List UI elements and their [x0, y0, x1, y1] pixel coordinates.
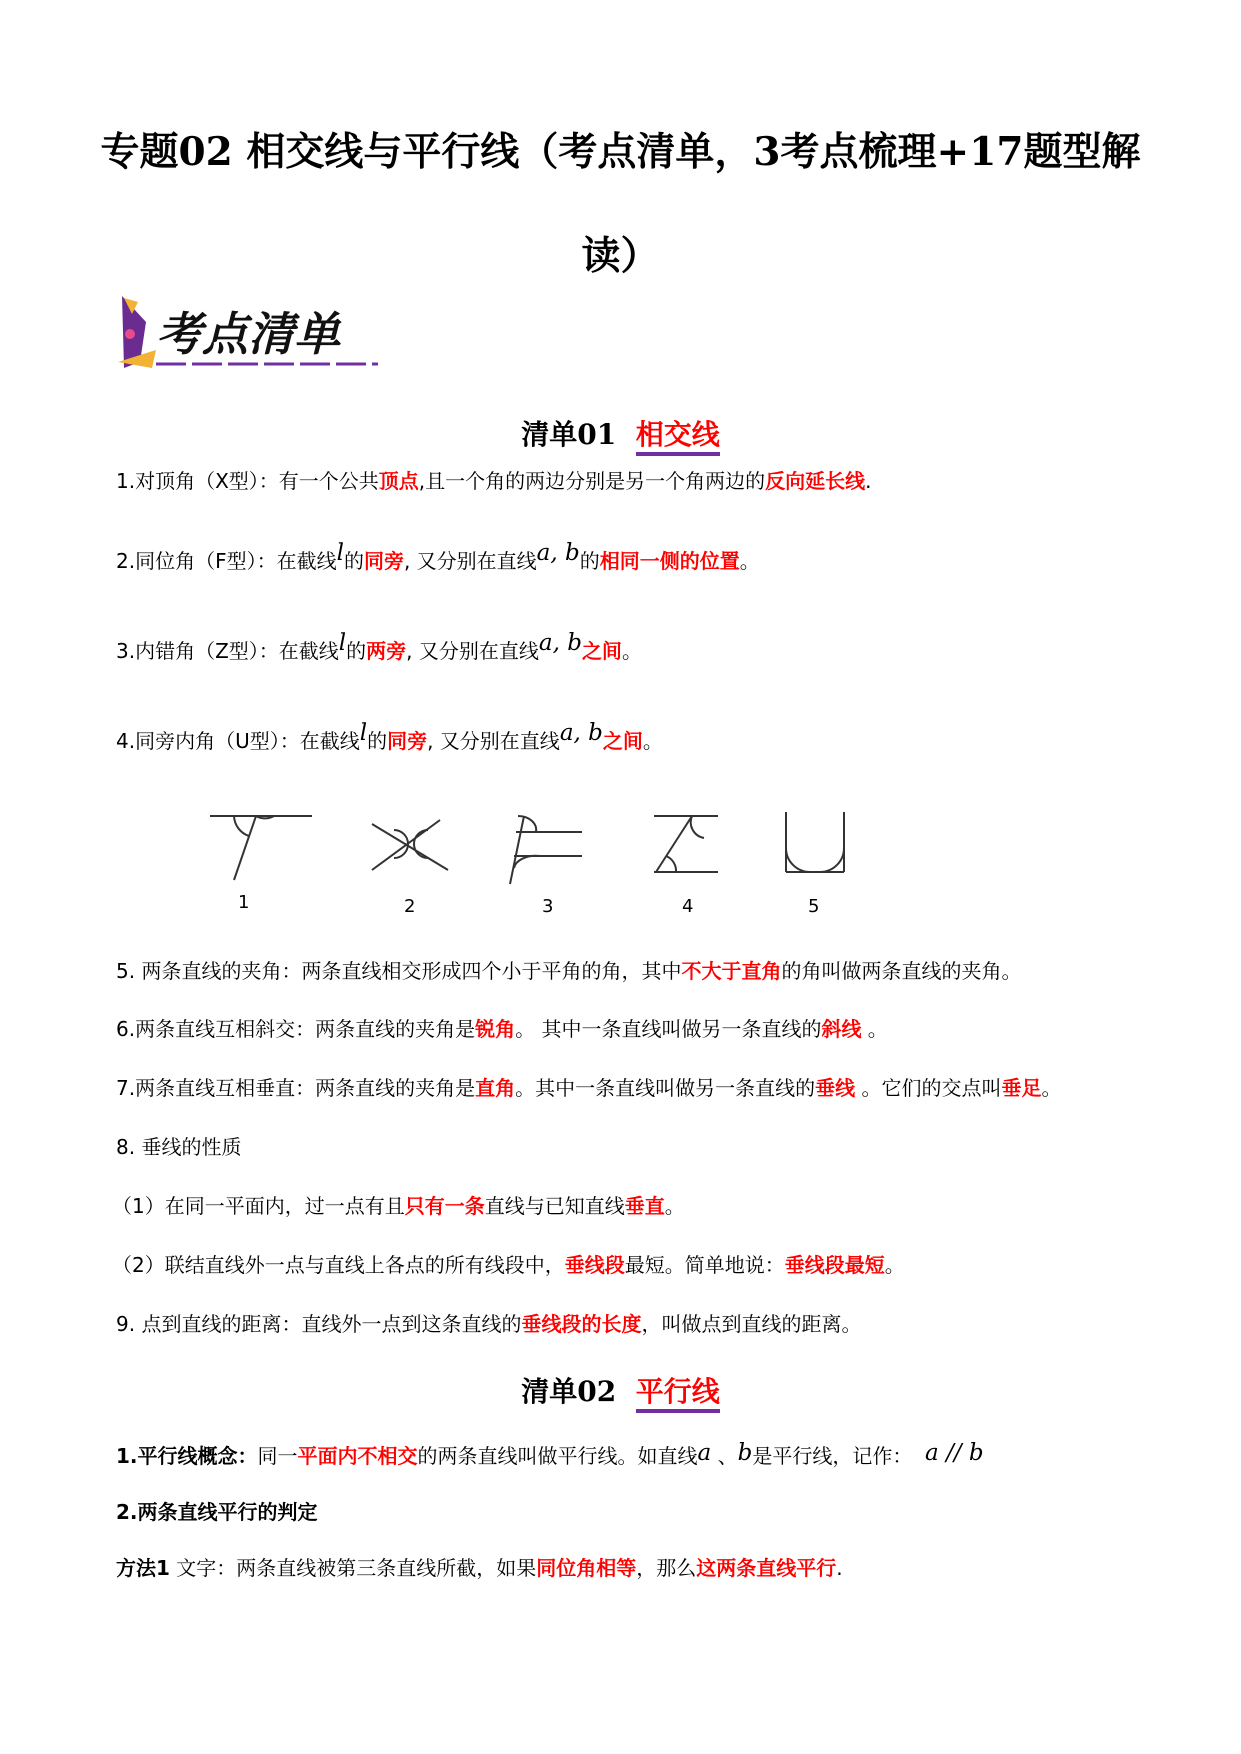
svg-text:1: 1 [238, 892, 250, 913]
item-property-1: （1）在同一平面内，过一点有且只有一条直线与已知直线垂直。 [112, 1194, 685, 1218]
figure-5 [786, 812, 844, 917]
figure-1 [210, 816, 312, 913]
item-alternate-angles: 3.内错角（Z型）：在截线l的两旁, 又分别在直线a, b之间。 [116, 630, 642, 663]
svg-text:3: 3 [542, 896, 554, 917]
angle-figures [196, 808, 896, 918]
svg-text:4: 4 [682, 896, 694, 917]
figure-3 [510, 816, 582, 917]
svg-text:考点清单: 考点清单 [156, 307, 340, 361]
item-vertical-angles: 1.对顶角（X型）：有一个公共顶点,且一个角的两边分别是另一个角两边的反向延长线. [116, 469, 872, 493]
item-perpendicular: 7.两条直线互相垂直：两条直线的夹角是直角。其中一条直线叫做另一条直线的垂线 。它们的交点叫垂足。 [116, 1076, 1062, 1100]
item-method-1: 方法1 文字：两条直线被第三条直线所截，如果同位角相等，那么这两条直线平行. [116, 1556, 843, 1580]
title-line-2: 读） [581, 233, 660, 279]
section-heading-01: 清单01 相交线 [0, 413, 1241, 453]
page-title [80, 100, 1161, 308]
section-heading-02: 清单02 平行线 [0, 1370, 1241, 1410]
item-perpendicular-properties: 8. 垂线的性质 [116, 1135, 242, 1159]
item-corresponding-angles: 2.同位角（F型）：在截线l的同旁, 又分别在直线a, b的相同一侧的位置。 [116, 540, 760, 573]
item-oblique: 6.两条直线互相斜交：两条直线的夹角是锐角。 其中一条直线叫做另一条直线的斜线 。 [116, 1017, 888, 1041]
title-line-1: 专题02 相交线与平行线（考点清单，3考点梳理+17题型解 [100, 129, 1141, 175]
section-heading-01-name: 相交线 [636, 418, 720, 456]
item-included-angle: 5. 两条直线的夹角：两条直线相交形成四个小于平角的角，其中不大于直角的角叫做两条直线的夹角。 [116, 959, 1022, 983]
svg-text:5: 5 [808, 896, 820, 917]
item-parallel-criteria: 2.两条直线平行的判定 [116, 1500, 318, 1524]
item-distance: 9. 点到直线的距离：直线外一点到这条直线的垂线段的长度，叫做点到直线的距离。 [116, 1312, 862, 1336]
item-interior-angles: 4.同旁内角（U型）：在截线l的同旁, 又分别在直线a, b之间。 [116, 720, 663, 753]
item-parallel-concept: 1.平行线概念：同一平面内不相交的两条直线叫做平行线。如直线a 、b是平行线，记作： a // b [116, 1440, 984, 1468]
kaodian-logo-icon [116, 292, 386, 376]
figure-4 [654, 816, 718, 917]
svg-text:2: 2 [404, 896, 416, 917]
figure-2 [372, 820, 448, 917]
item-property-2: （2）联结直线外一点与直线上各点的所有线段中，垂线段最短。简单地说：垂线段最短。 [112, 1253, 905, 1277]
section-heading-02-name: 平行线 [636, 1375, 720, 1413]
